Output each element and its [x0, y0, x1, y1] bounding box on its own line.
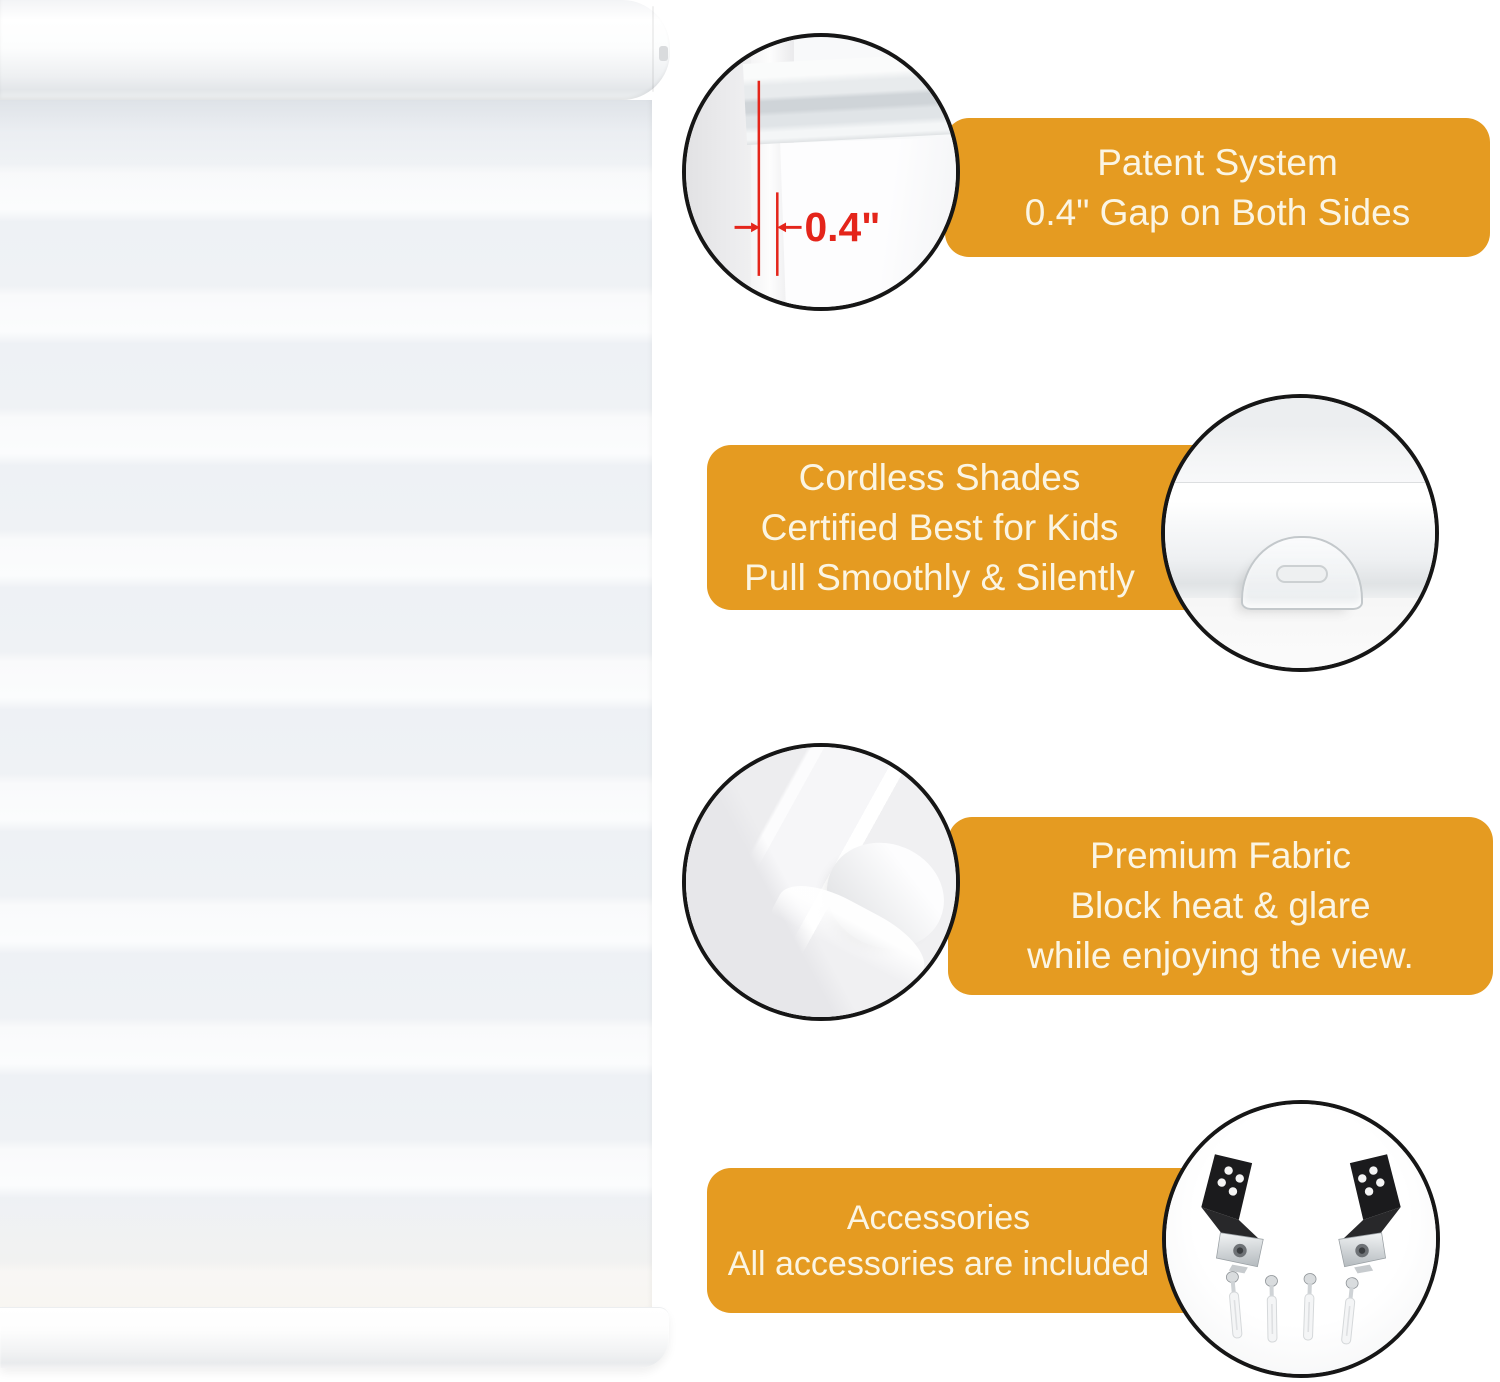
shade-bottom-rail [0, 1307, 669, 1368]
screw-shaft [1348, 1287, 1353, 1299]
screw-head [1265, 1275, 1277, 1286]
shade-striped-fabric-panel [0, 100, 652, 1308]
feature-banner-accessories [707, 1168, 1230, 1313]
mounting-brackets-and-screws-photo [1162, 1100, 1440, 1378]
banner-text-line: All accessories are included [727, 1244, 1150, 1283]
feature-banner-cordless-shades [707, 445, 1227, 610]
head-rail-end-cap-notch [659, 46, 668, 61]
banner-text-line: while enjoying the view. [1027, 935, 1414, 976]
shade-head-rail [0, 0, 670, 100]
photo-fabric-above-rail [1161, 394, 1439, 484]
fabric-folded-corner-photo [682, 743, 960, 1021]
gap-measurement-label: 0.4" [804, 203, 881, 250]
screw-shaft [1270, 1285, 1274, 1297]
banner-text-line: Block heat & glare [1070, 885, 1371, 926]
banner-text-line: Premium Fabric [1089, 835, 1352, 876]
photo-pull-handle-slot [1276, 565, 1329, 583]
screw-and-anchor-3 [1297, 1272, 1322, 1347]
screw-shaft [1231, 1281, 1236, 1293]
screw-and-anchor-2 [1260, 1274, 1283, 1348]
mounting-bracket-left [1190, 1145, 1295, 1277]
banner-text-line: Cordless Shades [798, 456, 1081, 498]
feature-banner-premium-fabric [948, 817, 1493, 995]
mounting-bracket-right [1308, 1145, 1413, 1277]
banner-text-line: Patent System [1097, 141, 1338, 183]
banner-text-line: 0.4" Gap on Both Sides [1024, 191, 1411, 233]
screw-shaft [1307, 1283, 1311, 1295]
clip-tab [1354, 1264, 1374, 1275]
head-rail-end-cap-seam [652, 6, 654, 92]
feature-banner-patent-system [945, 118, 1490, 257]
banner-text-line: Pull Smoothly & Silently [744, 556, 1135, 598]
arrow-left-head-icon [777, 223, 786, 233]
bottom-rail-pull-handle-photo [1161, 394, 1439, 672]
banner-text-line: Certified Best for Kids [760, 506, 1119, 548]
screw-head [1304, 1273, 1316, 1284]
gap-annotation [686, 37, 956, 307]
banner-text-line: Accessories [846, 1198, 1031, 1237]
gap-measurement-photo [682, 33, 960, 311]
